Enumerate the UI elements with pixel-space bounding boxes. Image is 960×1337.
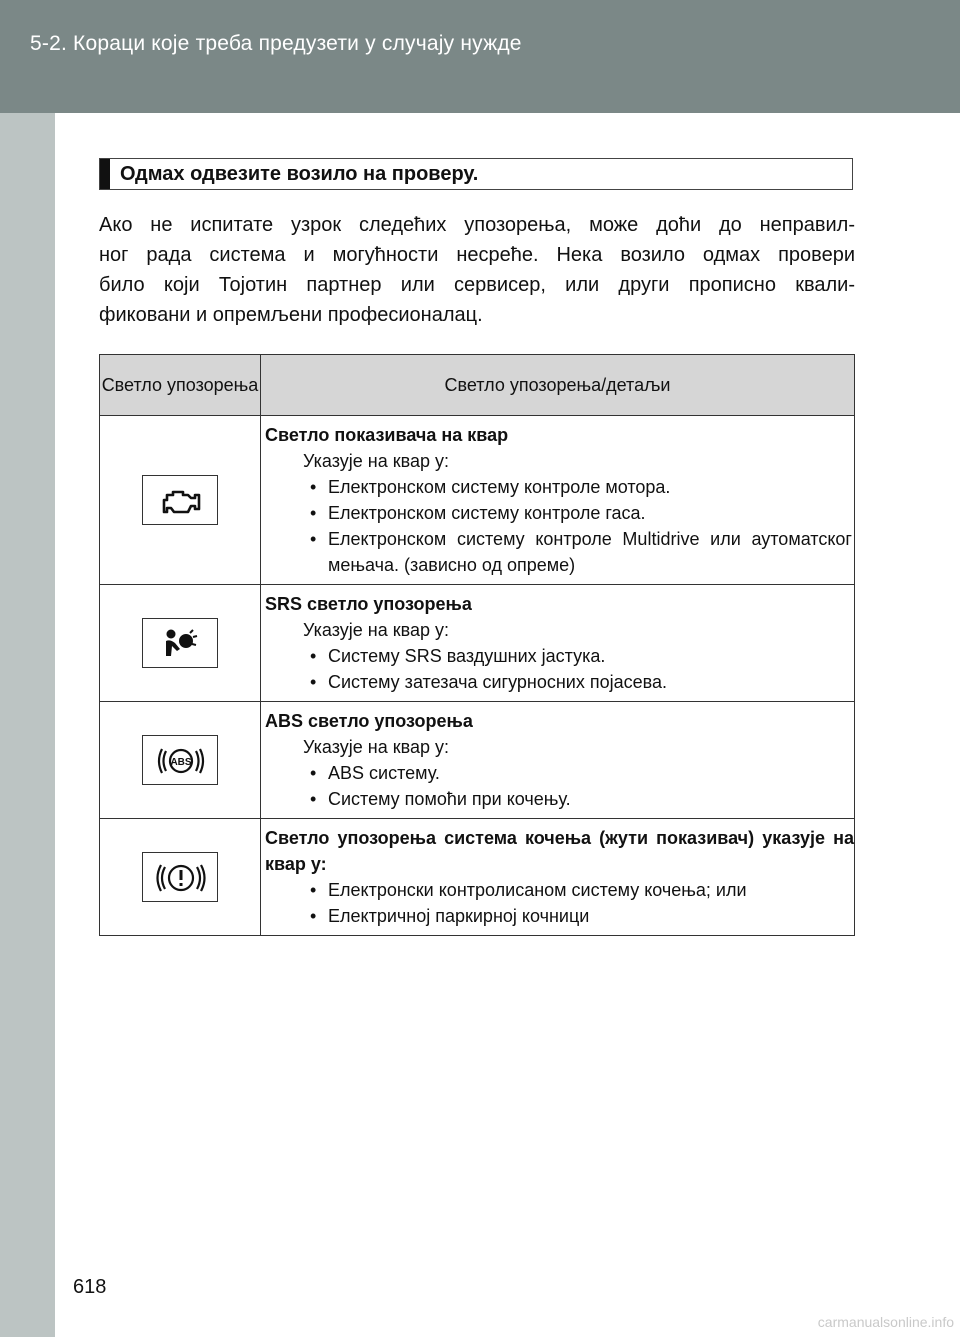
intro-line: фиковани и опремљени професионалац. [99,304,483,326]
list-item: • ABS систему. [265,760,854,786]
warning-lights-table [99,354,855,936]
bullet-list [265,760,854,812]
icon-cell [100,819,261,936]
row-description [261,416,855,585]
table-row [100,702,855,819]
list-item: • Електронском систему контроле гаса. [265,500,854,526]
list-item: • Електронском систему контроле Multidrive или аутоматског мењача. (зависно од опреме) [265,526,854,578]
side-band [0,113,55,1337]
row-subtitle: Указује на квар у: [303,737,449,757]
table-row [100,416,855,585]
intro-line: било који Тојотин партнер или сервисер, или други прописно квали- [99,274,855,296]
header-warning-details: Светло упозорења/детаљи [261,355,855,416]
row-description [261,702,855,819]
bullet-list [265,643,854,695]
list-item: • Електричној паркирној кочници [265,903,854,929]
watermark: carmanualsonline.info [817,1314,954,1330]
intro-line: ног рада система и могућности несреће. Нека возило одмах провери [99,244,855,266]
list-item: • Електронском систему контроле мотора. [265,474,854,500]
abs-icon [142,735,218,785]
list-item: • Систему затезача сигурносних појасева. [265,669,854,695]
table-header-row [100,355,855,416]
page-number: 618 [73,1276,107,1298]
intro-line: Ако не испитате узрок следећих упозорења, може доћи до неправил- [99,214,855,236]
row-title: Светло упозорења система кочења (жути показивач) указује на квар у: [265,828,854,874]
table-row [100,819,855,936]
row-description [261,819,855,936]
icon-cell [100,416,261,585]
icon-cell [100,585,261,702]
page-header-title: 5-2. Кораци које треба предузети у случају нужде [30,32,522,55]
abs-label: ABS [170,757,192,768]
bullet-list [265,474,854,578]
list-item: • Систему SRS ваздушних јастука. [265,643,854,669]
section-title: Одмах одвезите возило на проверу. [120,163,479,185]
header-band [0,0,960,113]
list-item: • Електронски контролисаном систему кочења; или [265,877,854,903]
row-subtitle: Указује на квар у: [303,451,449,471]
engine-check-icon [142,475,218,525]
brake-warning-icon [142,852,218,902]
table-row [100,585,855,702]
list-item: • Систему помоћи при кочењу. [265,786,854,812]
intro-paragraph [99,210,855,330]
airbag-icon [142,618,218,668]
row-title: Светло показивача на квар [265,425,509,445]
row-title: ABS светло упозорења [265,711,473,731]
row-title: SRS светло упозорења [265,594,472,614]
header-warning-light: Светло упозорења [100,355,261,416]
section-marker [100,159,110,189]
bullet-list [265,877,854,929]
icon-cell [100,702,261,819]
row-description [261,585,855,702]
section-title-bar [99,158,853,190]
row-subtitle: Указује на квар у: [303,620,449,640]
